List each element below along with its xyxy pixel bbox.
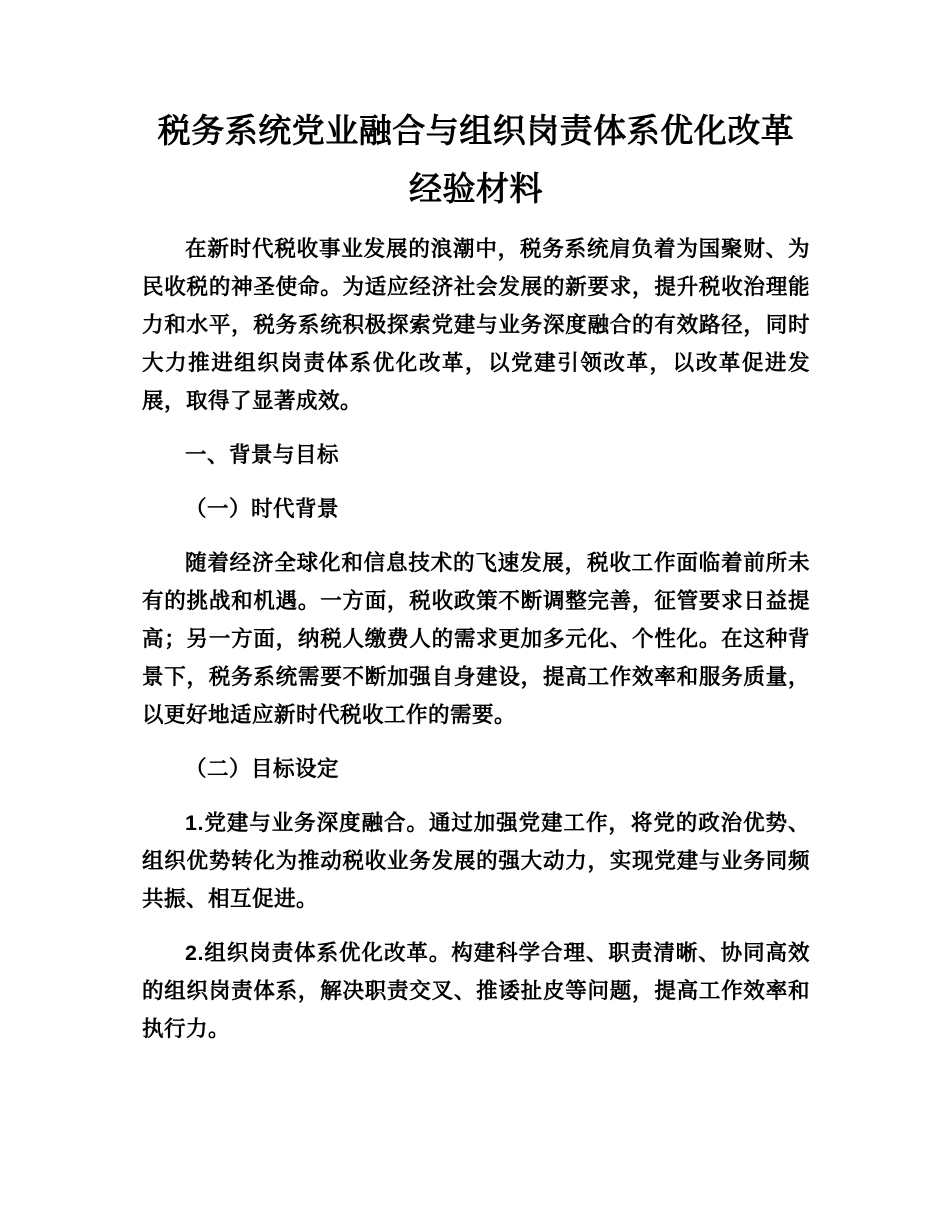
paragraph: 随着经济全球化和信息技术的飞速发展，税收工作面临着前所未有的挑战和机遇。一方面，税收政策不断调整完善，征管要求日益提高；另一方面，纳税人缴费人的需求更加多元化、个性化。在这种背景下，税务系统需要不断加强自身建设，提高工作效率和服务质量，以更好地适应新时代税收工作的需要。 <box>142 551 810 727</box>
document-body <box>142 230 810 1048</box>
heading2: （一）时代背景 <box>185 497 340 521</box>
paragraph: 1.党建与业务深度融合。通过加强党建工作，将党的政治优势、组织优势转化为推动税收业务发展的强大动力，实现党建与业务同频共振、相互促进。 <box>142 811 810 911</box>
heading2: （二）目标设定 <box>185 757 340 781</box>
heading1: 一、背景与目标 <box>185 443 340 467</box>
paragraph: 2.组织岗责体系优化改革。构建科学合理、职责清晰、协同高效的组织岗责体系，解决职责交叉、推诿扯皮等问题，提高工作效率和执行力。 <box>142 941 810 1041</box>
paragraph: 在新时代税收事业发展的浪潮中，税务系统肩负着为国聚财、为民收税的神圣使命。为适应经济社会发展的新要求，提升税收治理能力和水平，税务系统积极探索党建与业务深度融合的有效路径，同时大力推进组织岗责体系优化改革，以党建引领改革，以改革促进发展，取得了显著成效。 <box>142 237 810 413</box>
document-title: 税务系统党业融合与组织岗责体系优化改革经验材料 <box>157 112 795 207</box>
